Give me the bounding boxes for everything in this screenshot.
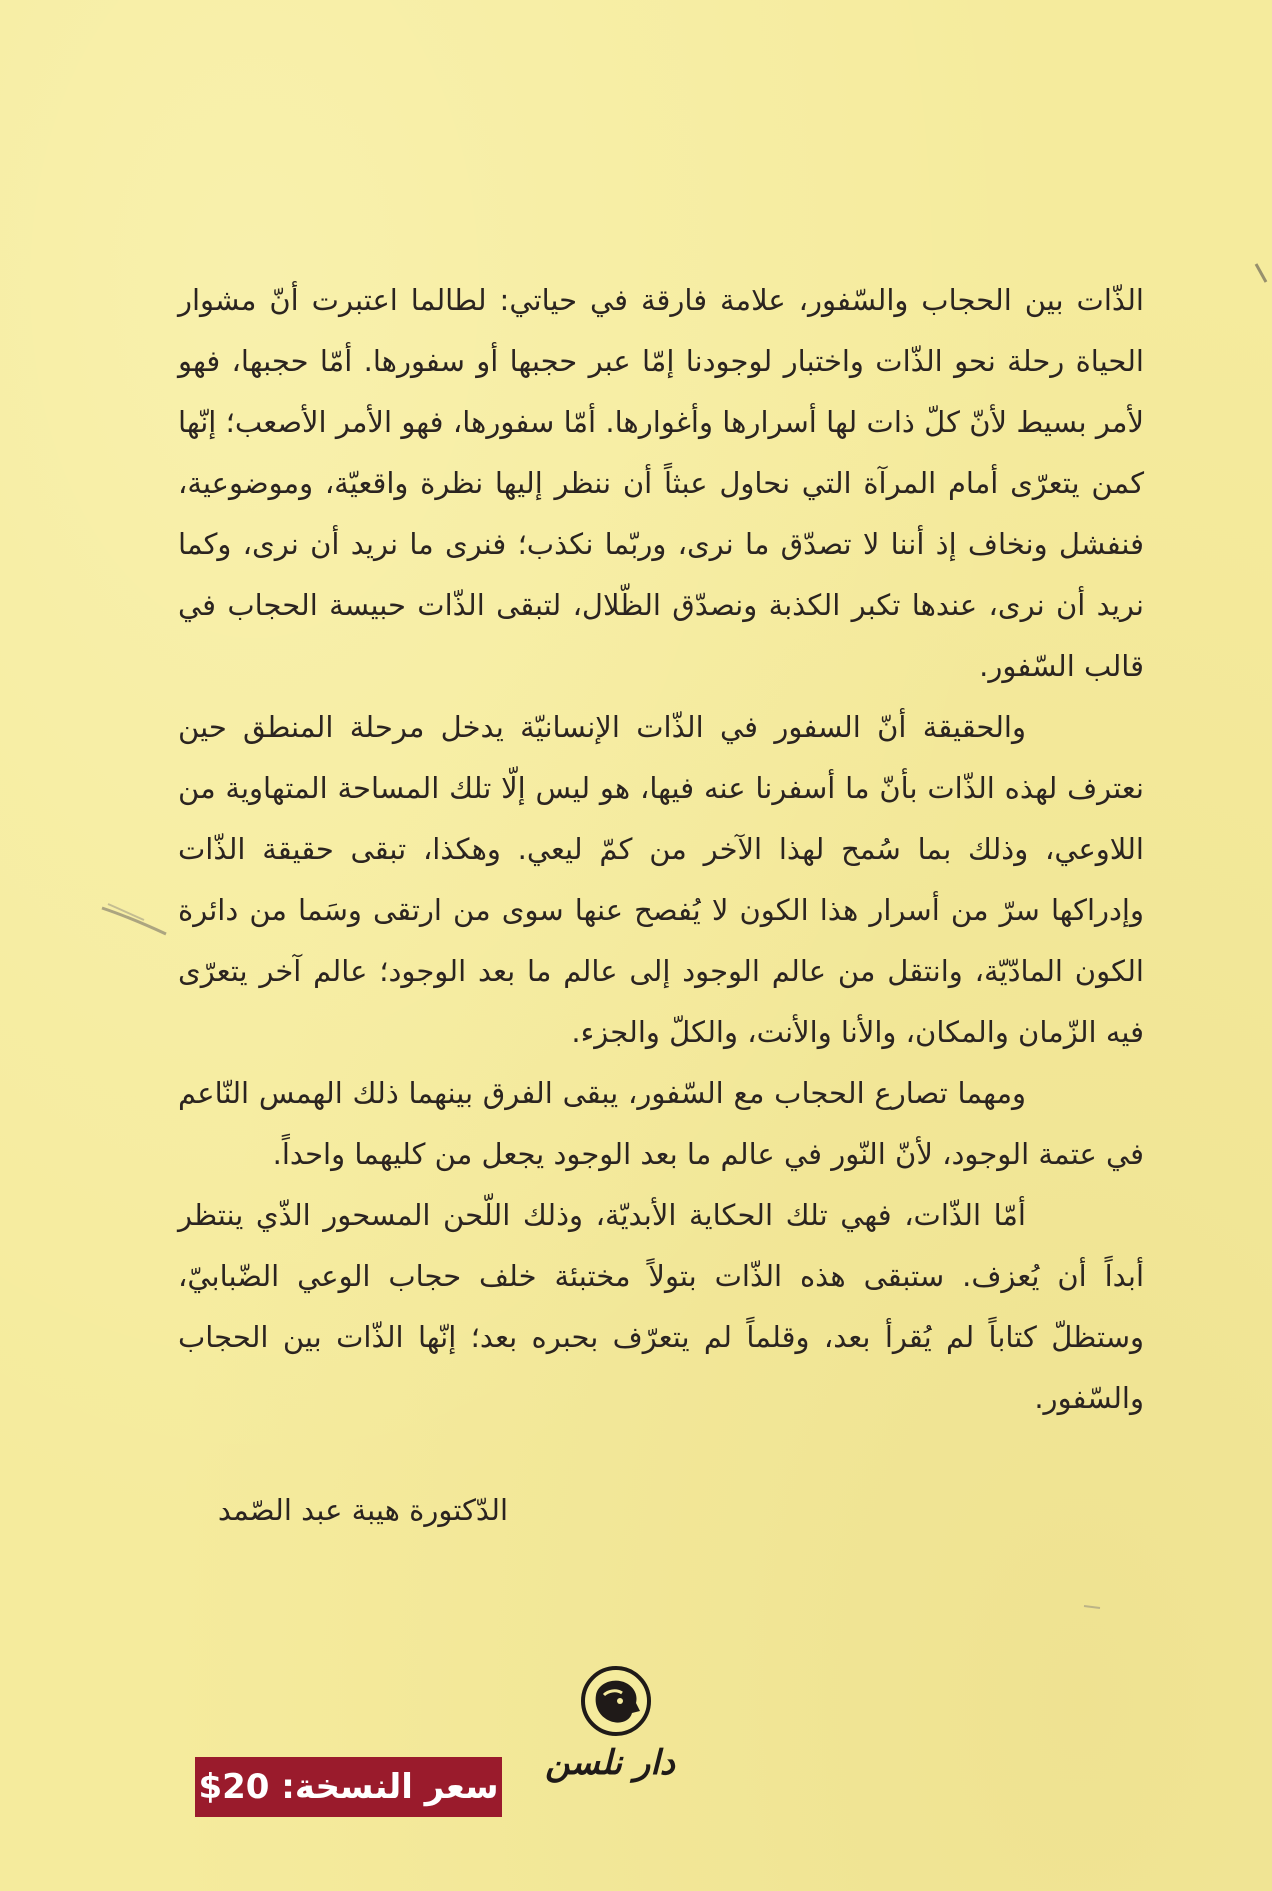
paper-scuff-mark (100, 900, 170, 940)
blurb-paragraph-1: الذّات بين الحجاب والسّفور، علامة فارقة في حياتي: لطالما اعتبرت أنّ مشوار الحياة رحلة نحو الذّات واختبار لوجودنا إمّا عبر حجبها أو سفورها. أمّا حجبها، فهو لأمر بسيط لأنّ كلّ ذات لها أسرارها وأغوارها. أمّا سفورها، فهو الأمر الأصعب؛ إنّها كمن يتعرّى أمام المرآة التي نحاول عبثاً أن ننظر إليها نظرة واقعيّة، وموضوعية، فنفشل ونخاف إذ أننا لا تصدّق ما نرى، وربّما نكذب؛ فنرى ما نريد أن نرى، وكما نريد أن نرى، عندها تكبر الكذبة ونصدّق الظّلال، لتبقى الذّات حبيسة الحجاب في قالب السّفور. (178, 283, 1144, 683)
blurb-paragraph-3: ومهما تصارع الحجاب مع السّفور، يبقى الفرق بينهما ذلك الهمس النّاعم في عتمة الوجود، لأنّ النّور في عالم ما بعد الوجود يجعل من كليهما واحداً. (178, 1076, 1144, 1171)
author-signature: الدّكتورة هيبة عبد الصّمد (217, 1493, 508, 1527)
publisher-name: دار نلسن (545, 1743, 675, 1783)
publisher-head-logo-icon (580, 1665, 652, 1737)
paper-scuff-mark-small (1082, 1600, 1102, 1612)
blurb-paragraph-2: والحقيقة أنّ السفور في الذّات الإنسانيّة يدخل مرحلة المنطق حين نعترف لهذه الذّات بأنّ ما أسفرنا عنه فيها، هو ليس إلّا تلك المساحة المتهاوية من اللاوعي، وذلك بما سُمح لهذا الآخر من كمّ ليعي. وهكذا، تبقى حقيقة الذّات وإدراكها سرّ من أسرار هذا الكون لا يُفصح عنها سوى من ارتقى وسَما من دائرة الكون المادّيّة، وانتقل من عالم الوجود إلى عالم ما بعد الوجود؛ عالم آخر يتعرّى فيه الزّمان والمكان، والأنا والأنت، والكلّ والجزء. (178, 710, 1144, 1049)
price-tag: سعر النسخة: 20$ (195, 1757, 502, 1817)
blurb-text (178, 270, 1144, 1429)
publisher-logo (545, 1665, 675, 1805)
paper-scuff-mark-right (1254, 262, 1268, 286)
blurb-paragraph-4: أمّا الذّات، فهي تلك الحكاية الأبديّة، وذلك اللّحن المسحور الذّي ينتظر أبداً أن يُعزف. ستبقى هذه الذّات بتولاً مختبئة خلف حجاب الوعي الضّبابيّ، وستظلّ كتاباً لم يُقرأ بعد، وقلماً لم يتعرّف بحبره بعد؛ إنّها الذّات بين الحجاب والسّفور. (178, 1198, 1144, 1415)
